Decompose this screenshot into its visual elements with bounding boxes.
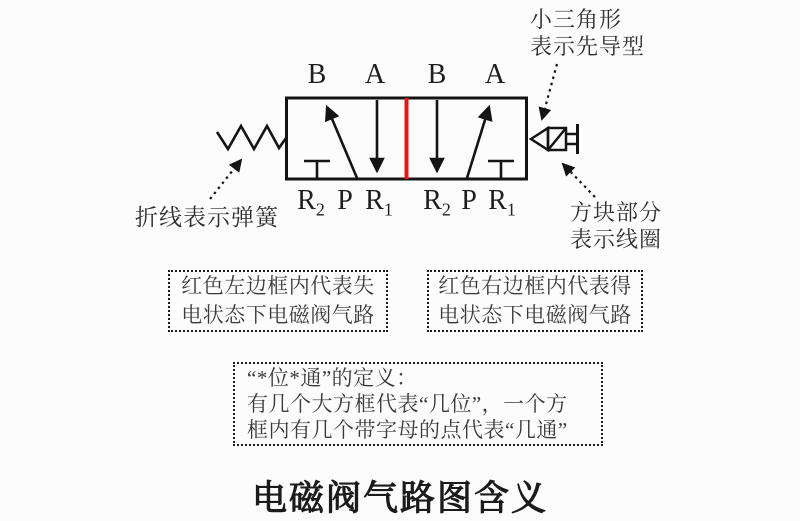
valve-port-label: B [427,59,447,90]
note-line: 电状态下电磁阀气路 [181,303,375,327]
pilot-annotation-line: 小三角形 [530,7,623,32]
valve-port-label: $R_2$ [423,185,451,220]
right-state-note-box [427,270,643,332]
pilot-pointer-arrow [542,64,557,119]
valve-port-label: A [364,59,386,90]
valve-port-label: $R_1$ [488,185,516,220]
right-position-flow-paths [437,100,514,179]
note-line: 红色右边框内代表得 [438,274,632,298]
spring-pointer-arrow [210,160,241,199]
coil-annotation-line: 方块部分 [570,200,663,225]
pilot-annotation-line: 表示先导型 [530,34,646,59]
left-position-flow-paths [304,100,377,179]
page-title: 电磁阀气路图含义 [251,479,549,518]
valve-port-label: B [307,59,327,90]
spring-symbol [217,126,286,149]
definition-note-box [233,362,603,446]
valve-port-label: A [484,59,506,90]
note-line: 电状态下电磁阀气路 [438,303,632,327]
valve-port-label: $R_1$ [365,185,393,220]
pilot-annotation-label [530,6,645,60]
coil-annotation-line: 表示线圈 [570,227,663,252]
left-state-note-box [168,270,388,332]
solenoid-pilot-symbol [531,124,578,154]
pilot-triangle-icon [531,128,548,150]
note-line: 红色左边框内代表失 [181,274,375,298]
note-line: “*位*通”的定义： [247,366,418,390]
valve-port-label: P [337,185,353,216]
note-line: 框内有几个带字母的点代表“几通” [247,418,568,442]
spring-annotation-label: 折线表示弹簧 [135,205,279,230]
valve-port-label: $R_2$ [297,185,325,220]
valve-port-label: P [461,185,477,216]
coil-pointer-arrow [563,164,595,197]
note-line: 有几个大方框代表“几位”，一个方 [247,392,568,416]
coil-annotation-label [570,199,662,253]
